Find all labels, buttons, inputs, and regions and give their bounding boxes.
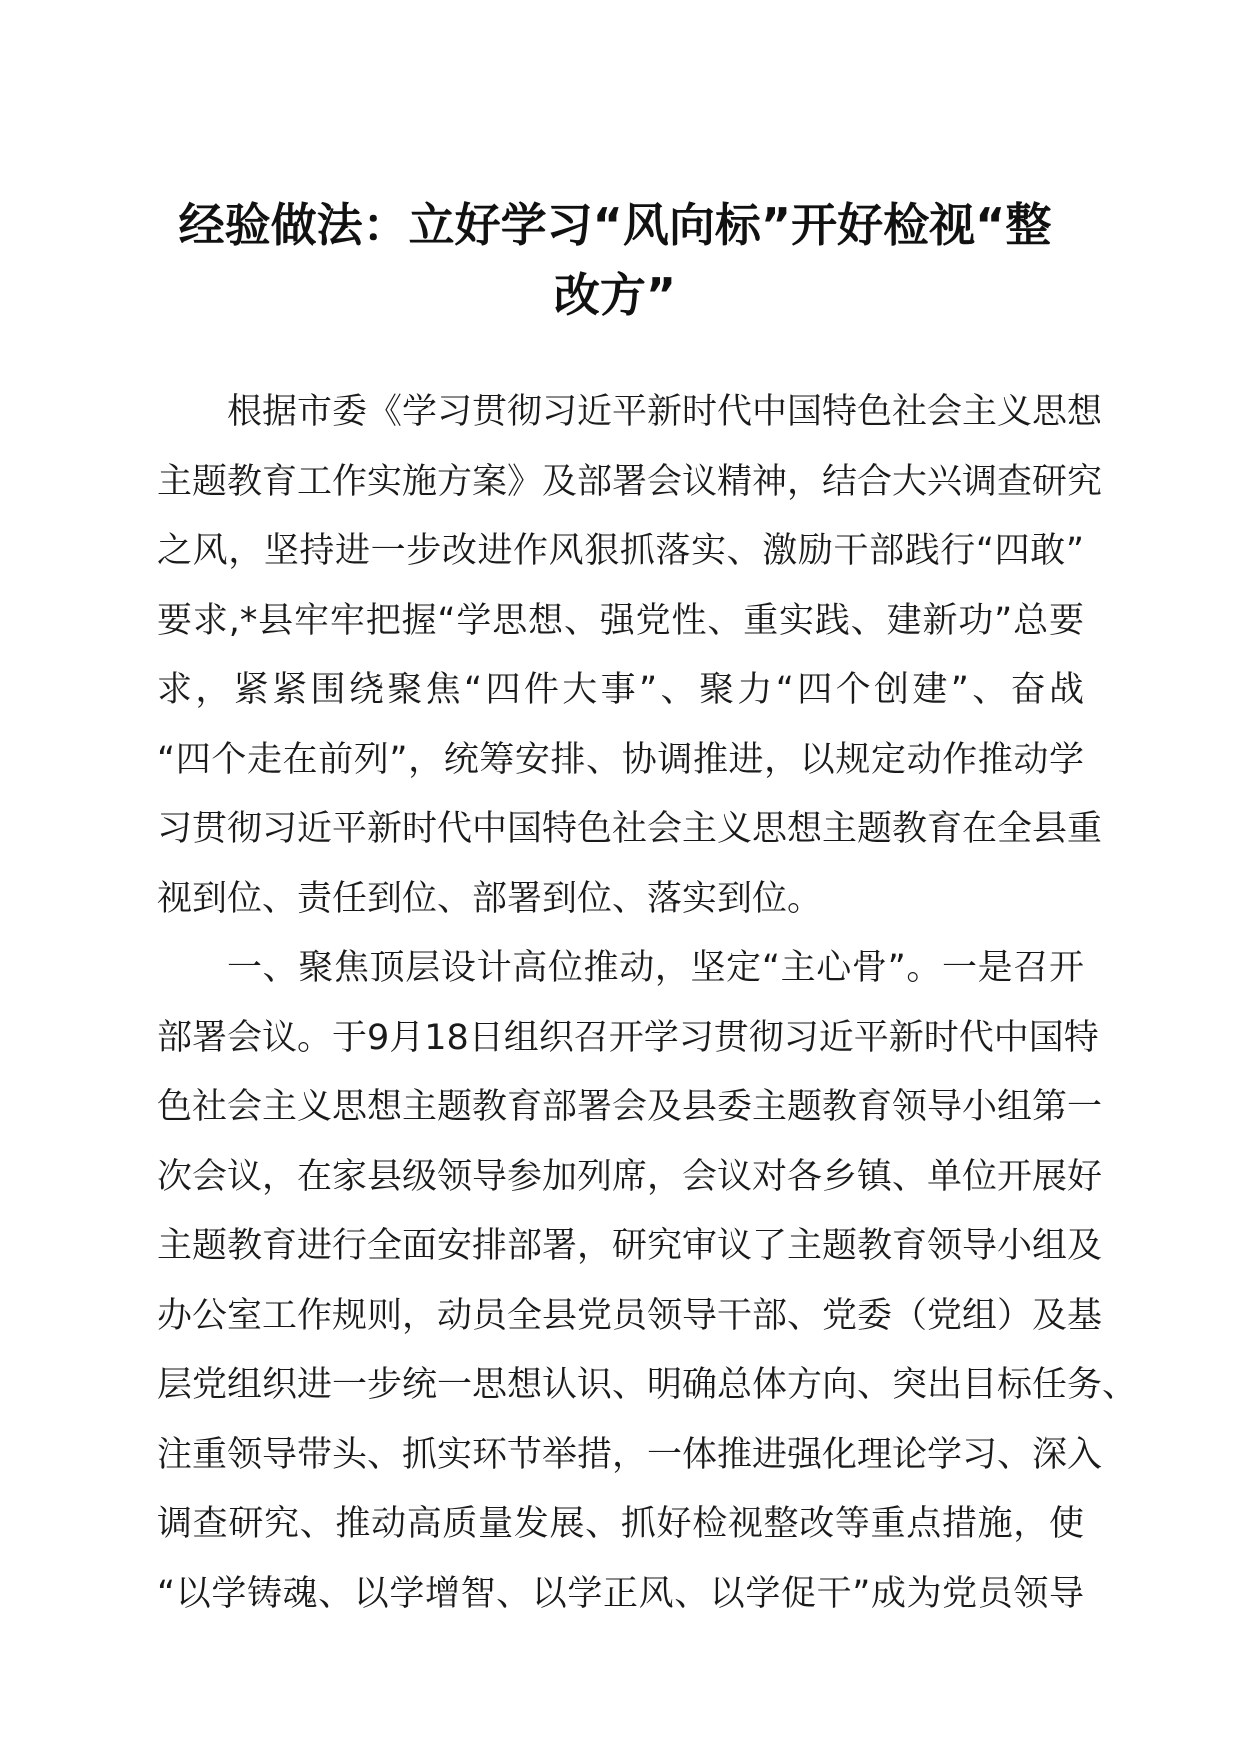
paragraph-line: 次会议，在家县级领导参加列席，会议对各乡镇、单位开展好 (157, 1156, 1103, 1197)
paragraph-line: “以学铸魂、以学增智、以学正风、以学促干”成为党员领导 (157, 1573, 1084, 1614)
paragraph-line: 注重领导带头、抓实环节举措，一体推进强化理论学习、深入 (157, 1434, 1103, 1475)
paragraph-line: “四个走在前列”，统筹安排、协调推进，以规定动作推动学 (157, 739, 1084, 780)
paragraph-line: 色社会主义思想主题教育部署会及县委主题教育领导小组第一 (157, 1087, 1103, 1127)
title-line: 经验做法：立好学习“风向标”开好检视“整 (178, 198, 1052, 252)
paragraph-line: 调查研究、推动高质量发展、抓好检视整改等重点措施，使 (157, 1504, 1084, 1544)
title-line: 改方” (553, 267, 677, 322)
document-body (157, 378, 1138, 1629)
paragraph-line: 层党组织进一步统一思想认识、明确总体方向、突出目标任务、 (157, 1365, 1138, 1405)
paragraph-line: 主题教育进行全面安排部署，研究审议了主题教育领导小组及 (157, 1226, 1103, 1266)
paragraph-line: 之风，坚持进一步改进作风狠抓落实、激励干部践行“四敢” (157, 531, 1084, 571)
paragraph-line: 主题教育工作实施方案》及部署会议精神，结合大兴调查研究 (157, 461, 1103, 502)
paragraph-line: 要求,*县牢牢把握“学思想、强党性、重实践、建新功”总要 (157, 600, 1084, 641)
paragraph-line: 根据市委《学习贯彻习近平新时代中国特色社会主义思想 (227, 392, 1103, 432)
paragraph-line: 一、聚焦顶层设计高位推动，坚定“主心骨”。一是召开 (227, 948, 1084, 988)
paragraph-line: 视到位、责任到位、部署到位、落实到位。 (157, 878, 823, 919)
paragraph-intro (157, 378, 1103, 934)
paragraph-line: 求，紧紧围绕聚焦“四件大事”、聚力“四个创建”、奋战 (157, 670, 1085, 710)
paragraph-line: 习贯彻习近平新时代中国特色社会主义思想主题教育在全县重 (157, 809, 1103, 849)
paragraph-line: 办公室工作规则，动员全县党员领导干部、党委（党组）及基 (157, 1295, 1103, 1336)
paragraph-section-one (157, 934, 1138, 1629)
document-title (150, 186, 1080, 325)
paragraph-line: 部署会议。于9月18日组织召开学习贯彻习近平新时代中国特 (157, 1017, 1099, 1058)
